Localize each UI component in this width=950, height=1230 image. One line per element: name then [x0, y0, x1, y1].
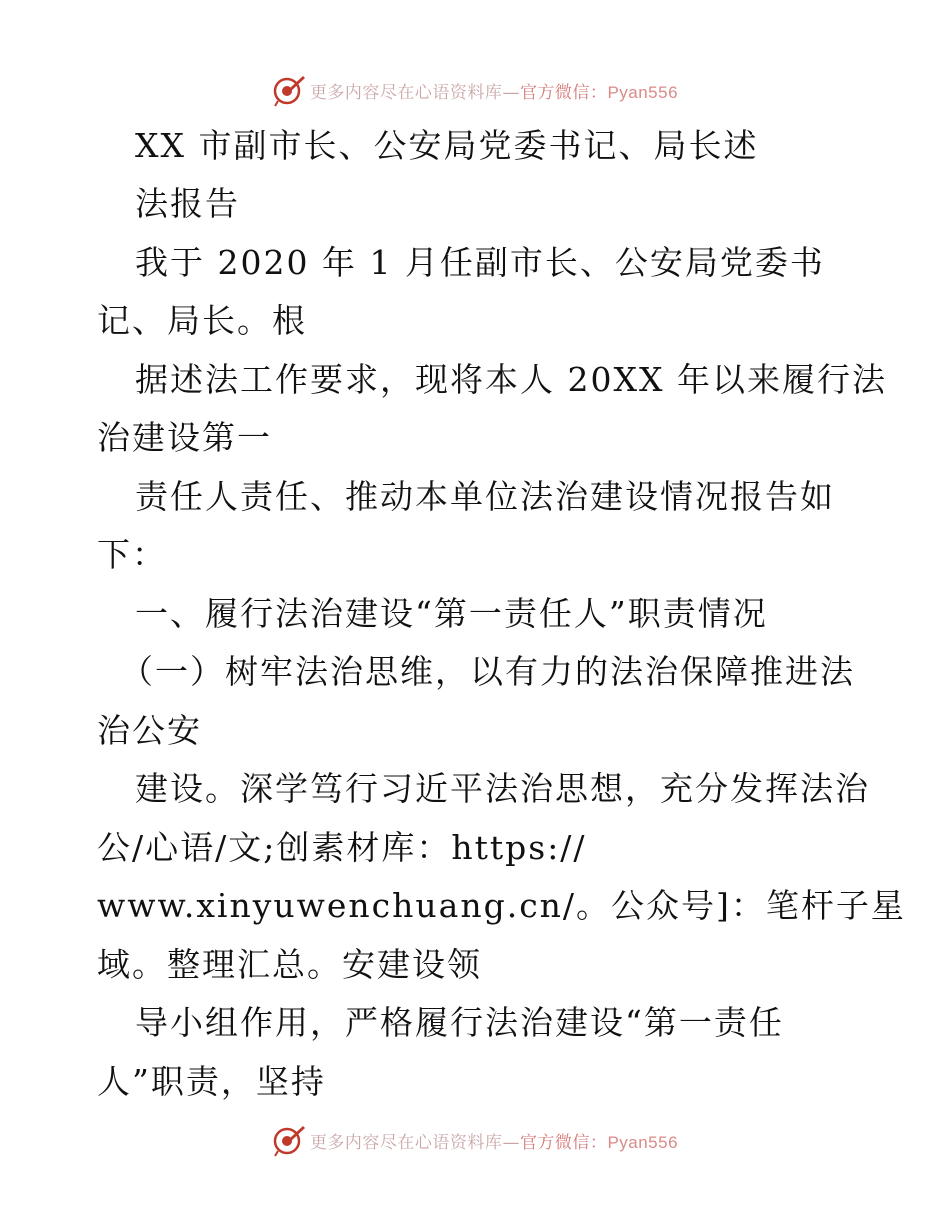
pen-logo-icon	[272, 1123, 306, 1157]
watermark-text	[310, 1128, 678, 1153]
watermark-dash: —	[502, 82, 520, 103]
watermark-wechat-label: 官方微信：	[519, 82, 608, 103]
text-line: 记、局长。根	[97, 301, 307, 340]
text-line: www.xinyuwenchuang.cn/。公众号]：笔杆子星	[97, 886, 906, 925]
subsection-heading: （一）树牢法治思维，以有力的法治保障推进法	[120, 652, 855, 691]
watermark-brand: 更多内容尽在心语资料库	[309, 1132, 503, 1153]
text-line: 公/心语/文;创素材库：https://	[97, 828, 587, 867]
text-line: 域。整理汇总。安建设领	[97, 945, 482, 984]
text-line: 据述法工作要求，现将本人 20XX 年以来履行法	[135, 360, 887, 399]
text-line: 责任人责任、推动本单位法治建设情况报告如	[135, 477, 835, 516]
watermark-wechat-id: Pyan556	[607, 82, 679, 102]
text-line: 导小组作用，严格履行法治建设“第一责任	[135, 1003, 784, 1042]
text-line: 我于 2020 年 1 月任副市长、公安局党委书	[135, 243, 825, 282]
text-line: 人”职责，坚持	[97, 1062, 326, 1101]
header-watermark	[0, 70, 950, 110]
watermark-brand: 更多内容尽在心语资料库	[309, 82, 503, 103]
watermark-wechat-id: Pyan556	[607, 1132, 679, 1152]
watermark-dash: —	[502, 1132, 520, 1153]
text-line: XX 市副市长、公安局党委书记、局长述	[135, 126, 759, 165]
footer-watermark	[0, 1120, 950, 1160]
text-line: 建设。深学笃行习近平法治思想，充分发挥法治	[135, 769, 870, 808]
text-line: 治建设第一	[97, 418, 272, 457]
watermark-wechat-label: 官方微信：	[519, 1132, 608, 1153]
section-heading: 一、履行法治建设“第一责任人”职责情况	[135, 594, 768, 633]
text-line: 治公安	[97, 711, 202, 750]
text-line: 法报告	[135, 184, 240, 223]
text-line: 下：	[97, 535, 167, 574]
pen-logo-icon	[272, 73, 306, 107]
watermark-text	[310, 78, 678, 103]
